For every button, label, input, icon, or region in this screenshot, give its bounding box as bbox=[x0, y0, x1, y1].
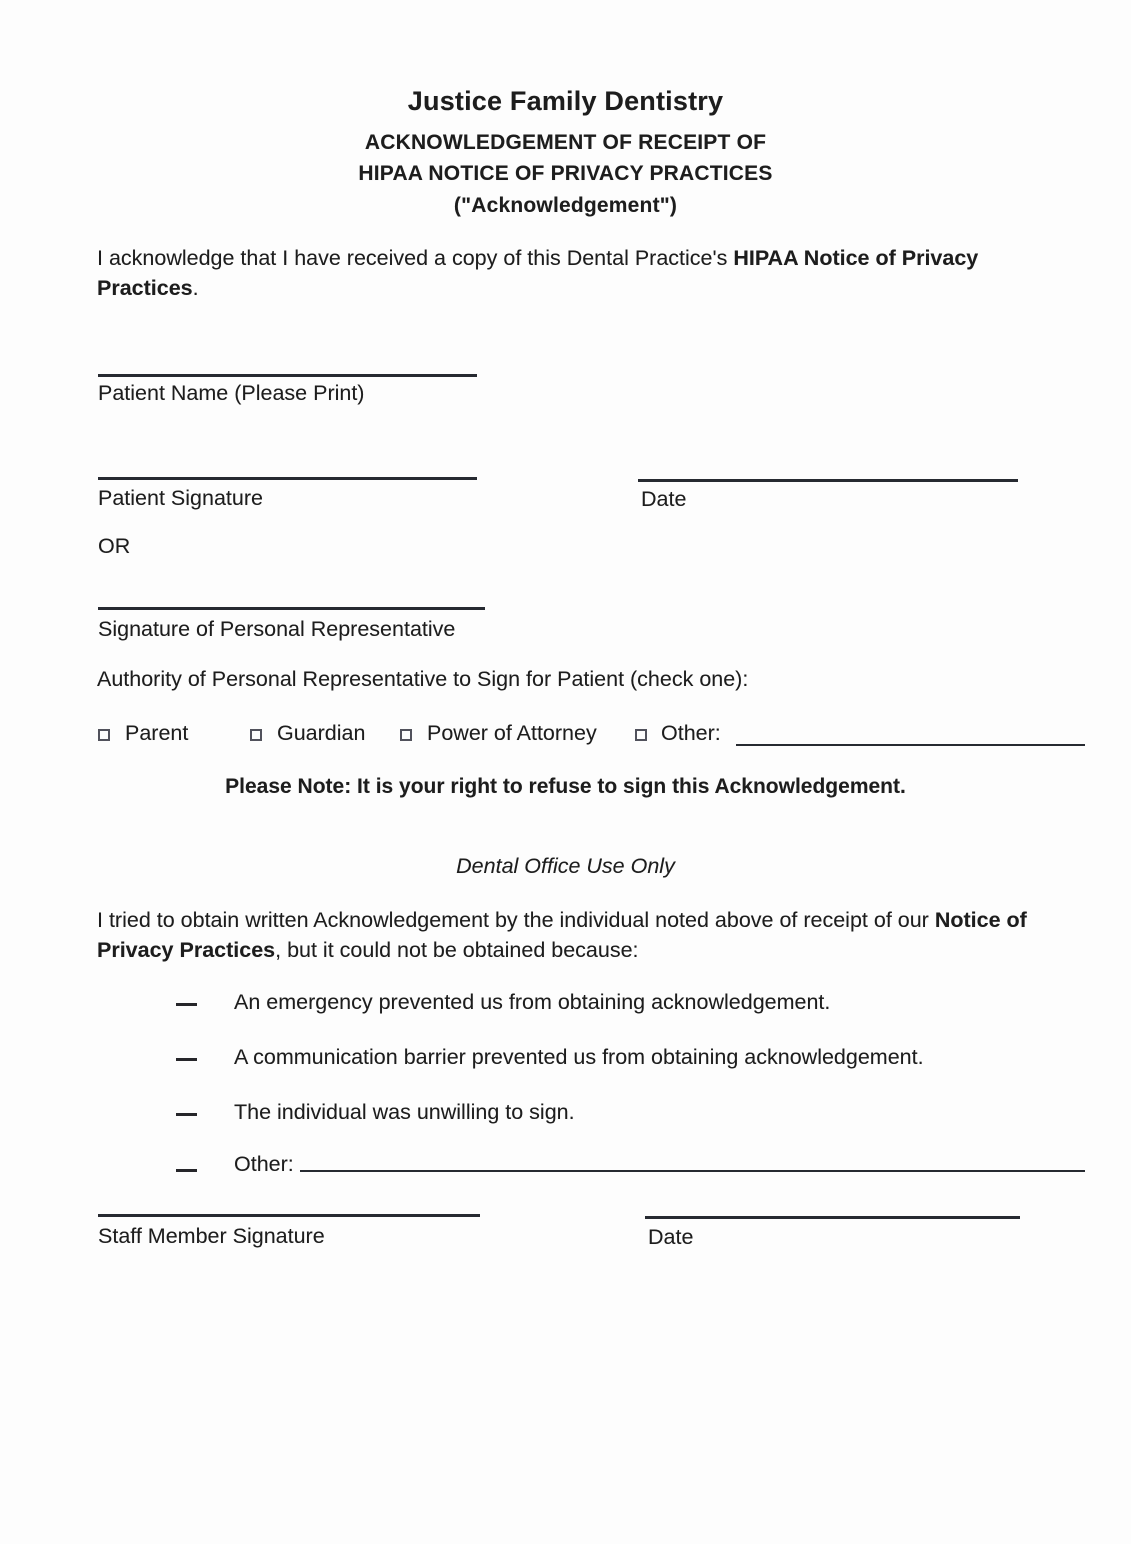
patient-date-line[interactable] bbox=[638, 479, 1018, 482]
form-title-line-2: HIPAA NOTICE OF PRIVACY PRACTICES bbox=[358, 162, 773, 185]
patient-signature-line[interactable] bbox=[98, 477, 477, 480]
acknowledgement-statement bbox=[97, 243, 1059, 303]
office-use-statement-bold: Notice of Privacy Practices bbox=[97, 908, 1027, 962]
other-authority-checkbox-label: Other: bbox=[661, 721, 721, 745]
office-use-statement-prefix: I tried to obtain written Acknowledgement by the individual noted above of receipt of our bbox=[97, 908, 935, 932]
personal-representative-signature-label: Signature of Personal Representative bbox=[98, 617, 456, 641]
reason-unwilling-label: The individual was unwilling to sign. bbox=[234, 1100, 575, 1124]
patient-signature-label: Patient Signature bbox=[98, 486, 263, 510]
guardian-checkbox-label: Guardian bbox=[277, 721, 366, 745]
acknowledgement-statement-bold: HIPAA Notice of Privacy Practices bbox=[97, 246, 979, 300]
staff-signature-label: Staff Member Signature bbox=[98, 1224, 325, 1248]
office-use-header: Dental Office Use Only bbox=[456, 854, 675, 878]
office-use-statement bbox=[97, 905, 1087, 965]
reason-communication-label: A communication barrier prevented us from obtaining acknowledgement. bbox=[234, 1045, 924, 1069]
reason-unwilling-blank[interactable] bbox=[176, 1113, 197, 1116]
form-title-line-3: ("Acknowledgement") bbox=[453, 194, 678, 217]
reason-emergency-blank[interactable] bbox=[176, 1003, 197, 1006]
power-of-attorney-checkbox-label: Power of Attorney bbox=[427, 721, 597, 745]
patient-date-label: Date bbox=[641, 487, 687, 511]
authority-prompt: Authority of Personal Representative to Sign for Patient (check one): bbox=[97, 667, 749, 691]
parent-checkbox[interactable] bbox=[98, 729, 110, 741]
office-use-statement-suffix: , but it could not be obtained because: bbox=[275, 938, 639, 962]
reason-other-label: Other: bbox=[234, 1152, 294, 1176]
personal-representative-signature-line[interactable] bbox=[98, 607, 485, 610]
power-of-attorney-checkbox[interactable] bbox=[400, 729, 412, 741]
parent-checkbox-label: Parent bbox=[125, 721, 189, 745]
reason-other-line[interactable] bbox=[300, 1170, 1085, 1172]
other-authority-checkbox[interactable] bbox=[635, 729, 647, 741]
staff-date-label: Date bbox=[648, 1225, 694, 1249]
patient-name-label: Patient Name (Please Print) bbox=[98, 381, 365, 405]
reason-communication-blank[interactable] bbox=[176, 1058, 197, 1061]
guardian-checkbox[interactable] bbox=[250, 729, 262, 741]
staff-date-line[interactable] bbox=[645, 1216, 1020, 1219]
refusal-note: Please Note: It is your right to refuse to sign this Acknowledgement. bbox=[225, 775, 906, 798]
reason-other-blank[interactable] bbox=[176, 1169, 197, 1172]
or-label: OR bbox=[98, 534, 131, 558]
acknowledgement-statement-suffix: . bbox=[192, 276, 199, 300]
acknowledgement-statement-prefix: I acknowledge that I have received a copy of this Dental Practice's bbox=[97, 246, 734, 270]
staff-signature-line[interactable] bbox=[98, 1214, 480, 1217]
patient-name-line[interactable] bbox=[98, 374, 477, 377]
other-authority-line[interactable] bbox=[736, 744, 1085, 746]
form-title-line-1: ACKNOWLEDGEMENT OF RECEIPT OF bbox=[364, 131, 767, 154]
page-title: Justice Family Dentistry bbox=[407, 86, 724, 116]
reason-emergency-label: An emergency prevented us from obtaining acknowledgement. bbox=[234, 990, 831, 1014]
